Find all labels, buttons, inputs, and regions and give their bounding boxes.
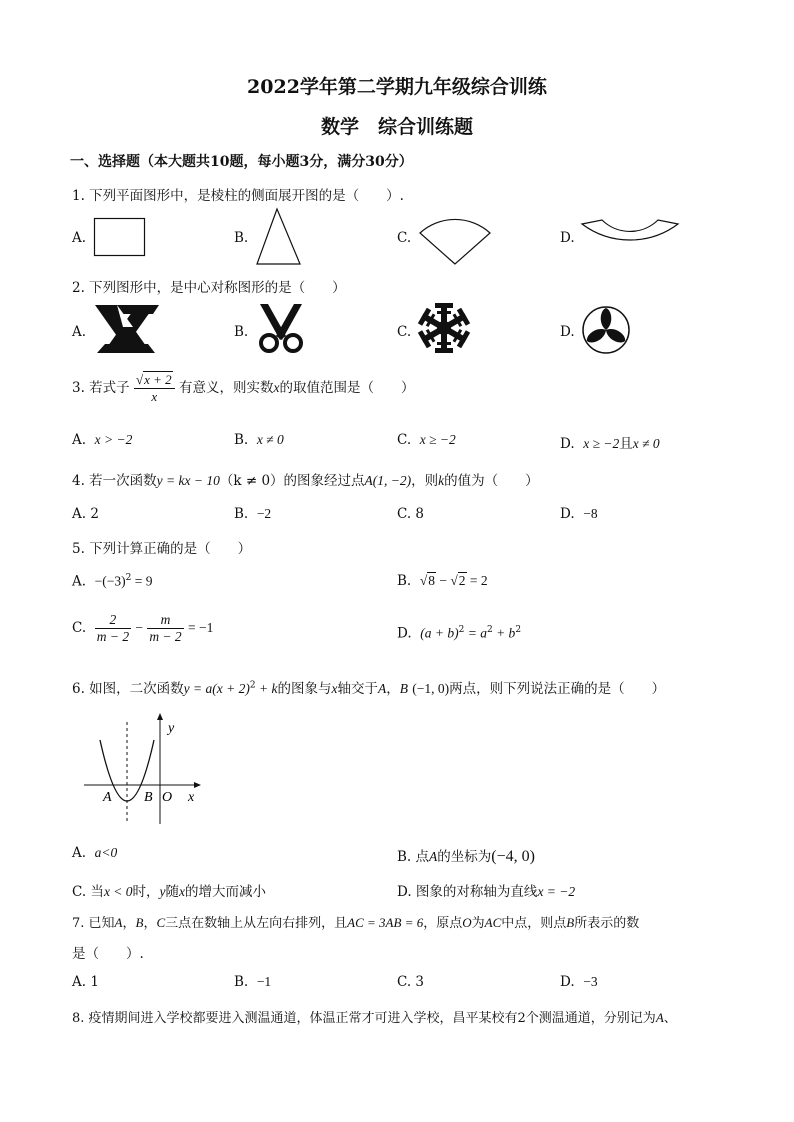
- q6-option-d: D. 图象的对称轴为直线x = −2: [397, 884, 576, 900]
- question-8-text: 8. 疫情期间进入学校都要进入测温通道，体温正常才可进入学校，昌平某校有2个测温通道，分别记为A、: [72, 1010, 677, 1026]
- q7-option-b: B. −1: [234, 974, 272, 990]
- question-6: 6. 如图，二次函数$y = a(x + 2)^2 + k$的图象与x轴交于A，B (−1, 0)两点，则下列说法正确的是（ ）: [72, 680, 666, 697]
- q2-option-a-label: A.: [72, 324, 87, 340]
- question-7-line-2: 是（ ）.: [72, 946, 144, 962]
- q2-option-d-label: D.: [560, 324, 575, 340]
- page-title: 2022学年第二学期九年级综合训练: [247, 76, 547, 98]
- q1-rectangle-figure: [94, 218, 146, 258]
- question-4: 4. 若一次函数y = kx − 10（k ≠ 0）的图象经过点A(1, −2)，则k的值为（ ）: [72, 473, 539, 489]
- question-2-text: 2. 下列图形中，是中心对称图形的是（ ）: [72, 280, 346, 296]
- q1-sector-figure: [418, 216, 494, 266]
- question-5-text: 5. 下列计算正确的是（ ）: [72, 541, 252, 557]
- q4-option-c: C. 8: [397, 506, 425, 522]
- q6-y-label: y: [168, 721, 175, 736]
- q2-three-blade-figure: [581, 305, 631, 355]
- q2-scissors-figure: [256, 302, 306, 354]
- q1-triangle-figure: [255, 208, 303, 266]
- q1-option-d-label: D.: [560, 230, 575, 246]
- q1-annular-sector-figure: [580, 218, 682, 258]
- q6-point-b-label: B: [144, 790, 153, 805]
- q6-x-label: x: [188, 790, 195, 805]
- q2-snowflake-figure: [418, 302, 470, 354]
- q7-option-a: A. 1: [72, 974, 99, 990]
- q1-option-a-label: A.: [72, 230, 87, 246]
- q3-option-d: D. x ≥ −2且x ≠ 0: [560, 436, 660, 452]
- question-3: 3. 若式子 $\frac{√x + 2}{x}$ 有意义，则实数x的取值范围是（ ）: [72, 372, 415, 404]
- q5-option-b: B. √8 − √2 = 2: [397, 573, 488, 589]
- q3-option-a: A. x > −2: [72, 432, 133, 448]
- q6-option-a: A. a<0: [72, 845, 118, 861]
- q6-option-c: C. 当x < 0时，y随x的增大而减小: [72, 884, 267, 900]
- q7-option-d: D. −3: [560, 974, 598, 990]
- page-subtitle: 数学 综合训练题: [320, 116, 473, 138]
- q6-origin-label: O: [162, 790, 173, 805]
- q6-option-b: B. 点A的坐标为(−4, 0): [397, 848, 535, 865]
- section-heading: 一、选择题（本大题共10题，每小题3分，满分30分）: [70, 154, 413, 170]
- q5-option-d: D. $(a + b)^2 = a^2 + b^2$: [397, 625, 522, 642]
- q2-option-c-label: C.: [397, 324, 412, 340]
- q6-point-a-label: A: [103, 790, 112, 805]
- q4-option-a: A. 2: [72, 506, 99, 522]
- q1-option-b-label: B.: [234, 230, 249, 246]
- q2-double-x-figure: [93, 303, 163, 355]
- q3-option-b: B. x ≠ 0: [234, 432, 284, 448]
- question-1-text: 1. 下列平面图形中，是棱柱的侧面展开图的是（ ）.: [72, 188, 404, 204]
- q2-option-b-label: B.: [234, 324, 249, 340]
- q4-option-d: D. −8: [560, 506, 598, 522]
- q7-option-c: C. 3: [397, 974, 425, 990]
- q4-option-b: B. −2: [234, 506, 272, 522]
- q3-option-c: C. x ≥ −2: [397, 432, 456, 448]
- question-7-line-1: 7. 已知A，B，C三点在数轴上从左向右排列，且AC = 3AB = 6，原点O为AC中点，则点B所表示的数: [72, 915, 640, 931]
- q6-parabola-graph: [82, 712, 212, 827]
- q1-option-c-label: C.: [397, 230, 412, 246]
- q5-option-c: C. $\frac{2}{m - 2}$ − $\frac{m}{m - 2}$ = −1: [72, 612, 214, 644]
- q5-option-a: A. $-(-3)^2 = 9$: [72, 573, 153, 590]
